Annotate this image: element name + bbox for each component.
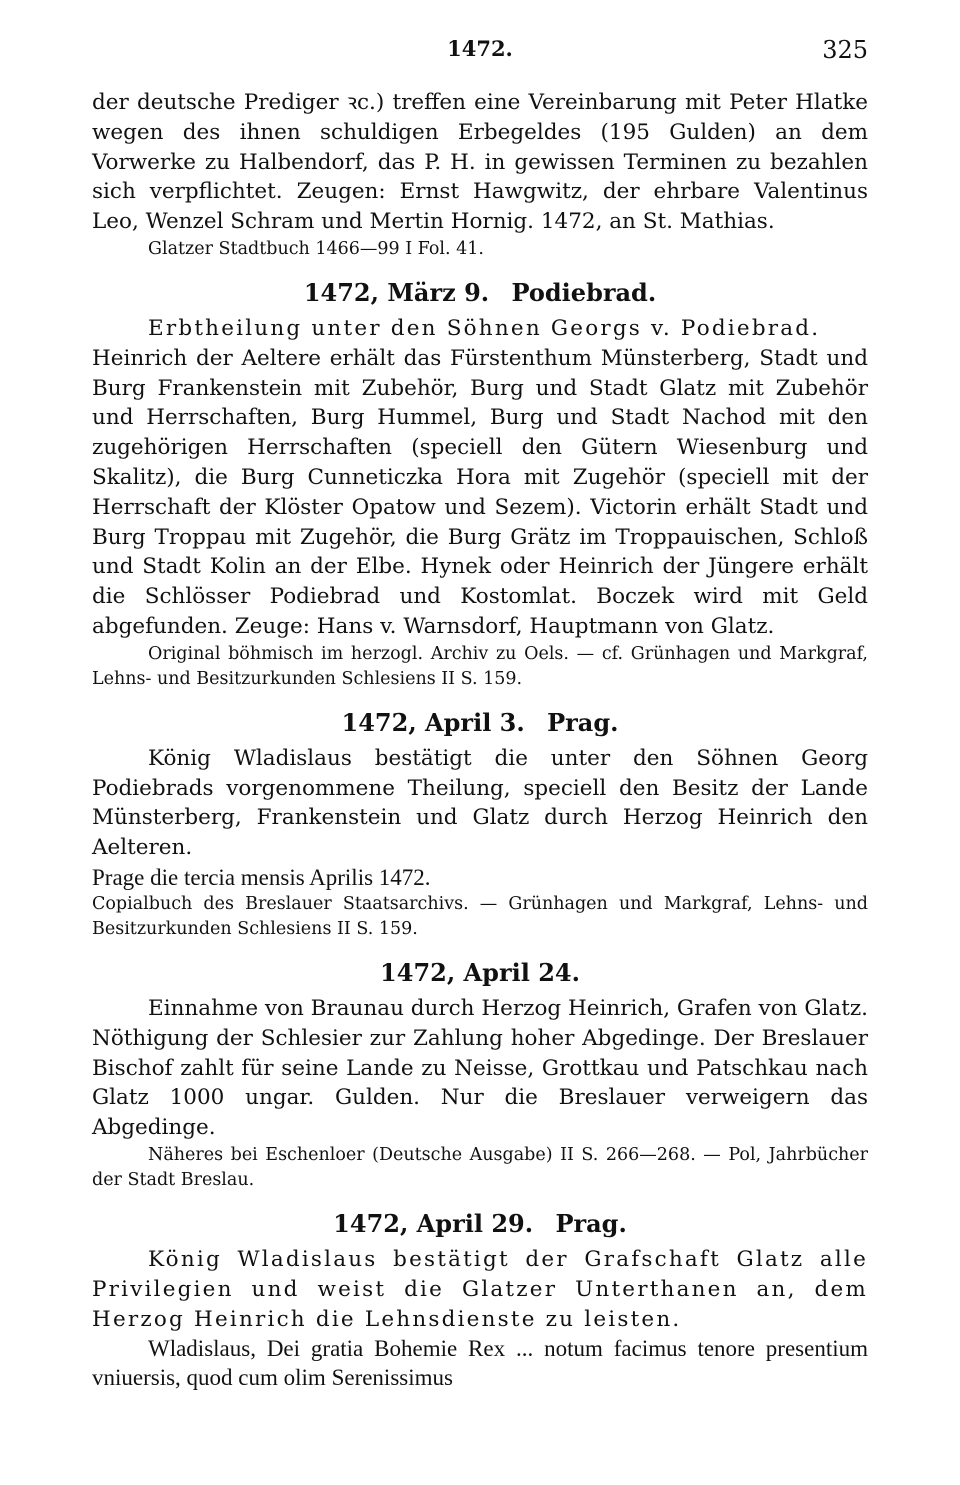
page-body: [92, 88, 868, 1392]
entry-source: Original böhmisch im herzogl. Archiv zu Oels. — cf. Grünhagen und Markgraf, Lehns- und Besitzurkunden Schlesiens II S. 159.: [92, 643, 868, 689]
entry-date: 1472, April 3.: [341, 707, 525, 737]
entry-1472-maerz-9: [92, 278, 868, 692]
entry-date: 1472, März 9.: [303, 277, 490, 307]
intro-source: Glatzer Stadtbuch 1466—99 I Fol. 41.: [148, 238, 484, 259]
running-head: [92, 36, 868, 88]
entry-heading: [92, 958, 868, 988]
entry-heading: [92, 1209, 868, 1239]
entry-latin: Wladislaus, Dei gratia Bohemie Rex ... notum facimus tenore presentium vniuersis, quod cum olim Serenissimus: [92, 1336, 868, 1391]
entry-heading: [92, 708, 868, 738]
entry-place: Prag.: [555, 1208, 627, 1238]
entry-place: Podiebrad.: [511, 277, 657, 307]
entry-summary: König Wladislaus bestätigt der Grafschaft Glatz alle Privilegien und weist die Glatzer Unterthanen an, dem Herzog Heinrich die Lehnsdienste zu leisten.: [92, 1246, 868, 1332]
entry-summary: Erbtheilung unter den Söhnen Georgs v. Podiebrad.: [148, 315, 821, 341]
intro-text: der deutsche Prediger ꝛc.) treffen eine Vereinbarung mit Peter Hlatke wegen des ihnen schuldigen Erbegeldes (195 Gulden) an dem Vorwerke zu Halbendorf, das P. H. in gewissen Terminen zu bezahlen sich verpflichtet. Zeugen: Ernst Hawgwitz, der ehrbare Valentinus Leo, Wenzel Schram und Mertin Hornig. 1472, an St. Mathias.: [92, 90, 868, 235]
entry-place: Prag.: [547, 707, 619, 737]
entry-heading: [92, 278, 868, 308]
entry-date: 1472, April 29.: [333, 1208, 534, 1238]
entry-text: König Wladislaus bestätigt die unter den Söhnen Georg Podiebrads vorgenommene Theilung, speciell den Besitz der Lande Münsterberg, Frankenstein und Glatz durch Herzog Heinrich den Aelteren.: [92, 745, 868, 861]
running-head-year: 1472.: [447, 36, 513, 61]
entry-source: Näheres bei Eschenloer (Deutsche Ausgabe) II S. 266—268. — Pol, Jahrbücher der Stadt Breslau.: [92, 1144, 868, 1190]
entry-source: Copialbuch des Breslauer Staatsarchivs. — Grünhagen und Markgraf, Lehns- und Besitzurkunden Schlesiens II S. 159.: [92, 893, 868, 939]
entry-1472-april-3: [92, 708, 868, 942]
entry-text: Einnahme von Braunau durch Herzog Heinrich, Grafen von Glatz. Nöthigung der Schlesier zur Zahlung hoher Abgedinge. Der Breslauer Bischof zahlt für seine Lande zu Neisse, Grottkau und Patschkau nach Glatz 1000 ungar. Gulden. Nur die Breslauer verweigern das Abgedinge.: [92, 995, 868, 1141]
page-number: 325: [822, 36, 868, 64]
entry-1472-april-24: [92, 958, 868, 1193]
entry-1472-april-29: [92, 1209, 868, 1392]
entry-text: Heinrich der Aeltere erhält das Fürstenthum Münsterberg, Stadt und Burg Frankenstein mit Zubehör, Burg und Stadt Glatz mit Zubehör und Herrschaften, Burg Hummel, Burg und Stadt Nachod mit den zugehörigen Herrschaften (speciell den Gütern Wiesenburg und Skalitz), die Burg Cunneticzka Hora mit Zugehör (speciell mit der Herrschaft der Klöster Opatow und Sezem). Victorin erhält Stadt und Burg Troppau mit Zugehör, die Burg Grätz im Troppauischen, Schloß und Stadt Kolin an der Elbe. Hynek oder Heinrich der Jüngere erhält die Schlösser Podiebrad und Kostomlat. Boczek wird mit Geld abgefunden. Zeuge: Hans v. Warnsdorf, Hauptmann von Glatz.: [92, 345, 868, 639]
entry-latin: Prage die tercia mensis Aprilis 1472.: [92, 864, 431, 890]
entry-date: 1472, April 24.: [380, 957, 580, 987]
